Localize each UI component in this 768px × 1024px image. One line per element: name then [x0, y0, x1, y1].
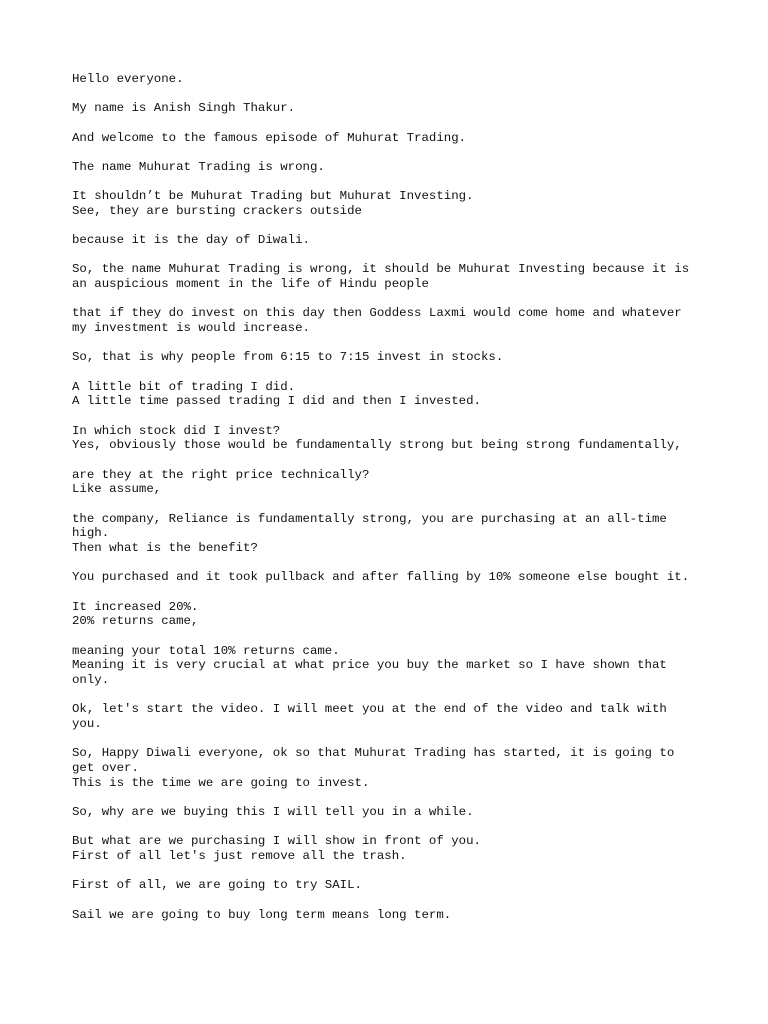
text-line: And welcome to the famous episode of Muhurat Trading. [72, 130, 467, 145]
text-line: First of all let's just remove all the trash. [72, 849, 407, 864]
text-line: It increased 20%. [72, 599, 199, 614]
text-line: You purchased and it took pullback and after falling by 10% someone else bought it. [72, 570, 690, 585]
text-line: This is the time we are going to invest. [72, 775, 370, 790]
paragraph [72, 306, 712, 335]
paragraph [72, 644, 712, 688]
paragraph [72, 233, 712, 248]
text-line: Ok, let's start the video. I will meet you at the end of the video and talk with [72, 702, 667, 717]
text-line: Like assume, [72, 482, 162, 497]
paragraph [72, 131, 712, 146]
text-line: In which stock did I invest? [72, 423, 281, 438]
paragraph [72, 805, 712, 820]
paragraph [72, 746, 712, 790]
text-line: A little bit of trading I did. [72, 379, 296, 394]
paragraph [72, 424, 712, 453]
text-line: that if they do invest on this day then Goddess Laxmi would come home and whatever [72, 306, 682, 321]
paragraph [72, 380, 712, 409]
text-line: are they at the right price technically? [72, 467, 370, 482]
text-line: high. [72, 526, 110, 541]
text-line: Hello everyone. [72, 72, 184, 86]
text-line: It shouldn’t be Muhurat Trading but Muhurat Investing. [72, 189, 474, 204]
text-line: So, that is why people from 6:15 to 7:15 invest in stocks. [72, 350, 504, 365]
text-line: you. [72, 717, 102, 732]
paragraph [72, 600, 712, 629]
text-line: Meaning it is very crucial at what price you buy the market so I have shown that [72, 658, 667, 673]
paragraph [72, 512, 712, 556]
text-line: Yes, obviously those would be fundamentally strong but being strong fundamentally, [72, 438, 682, 453]
paragraph [72, 101, 712, 116]
paragraph [72, 72, 712, 87]
paragraph [72, 570, 712, 585]
paragraph [72, 160, 712, 175]
text-line: So, why are we buying this I will tell you in a while. [72, 805, 474, 820]
text-line: my investment is would increase. [72, 321, 310, 336]
text-line: But what are we purchasing I will show in front of you. [72, 834, 481, 849]
text-line: So, the name Muhurat Trading is wrong, it should be Muhurat Investing because it is [72, 262, 690, 277]
paragraph [72, 262, 712, 291]
text-line: meaning your total 10% returns came. [72, 643, 340, 658]
text-line: First of all, we are going to try SAIL. [72, 878, 362, 893]
paragraph [72, 189, 712, 218]
text-line: the company, Reliance is fundamentally strong, you are purchasing at an all-time [72, 511, 667, 526]
text-line: get over. [72, 761, 139, 776]
text-line: My name is Anish Singh Thakur. [72, 101, 296, 116]
paragraph [72, 350, 712, 365]
text-line: only. [72, 673, 110, 688]
paragraph [72, 702, 712, 731]
text-line: So, Happy Diwali everyone, ok so that Muhurat Trading has started, it is going to [72, 746, 675, 761]
paragraph [72, 908, 712, 923]
text-line: Then what is the benefit? [72, 541, 258, 556]
paragraph [72, 834, 712, 863]
text-line: A little time passed trading I did and then I invested. [72, 394, 481, 409]
text-line: 20% returns came, [72, 614, 199, 629]
transcript-document [72, 72, 712, 937]
text-line: See, they are bursting crackers outside [72, 203, 362, 218]
text-line: The name Muhurat Trading is wrong. [72, 159, 325, 174]
paragraph [72, 878, 712, 893]
text-line: because it is the day of Diwali. [72, 233, 310, 248]
text-line: Sail we are going to buy long term means long term. [72, 907, 452, 922]
paragraph [72, 468, 712, 497]
text-line: an auspicious moment in the life of Hindu people [72, 277, 429, 292]
